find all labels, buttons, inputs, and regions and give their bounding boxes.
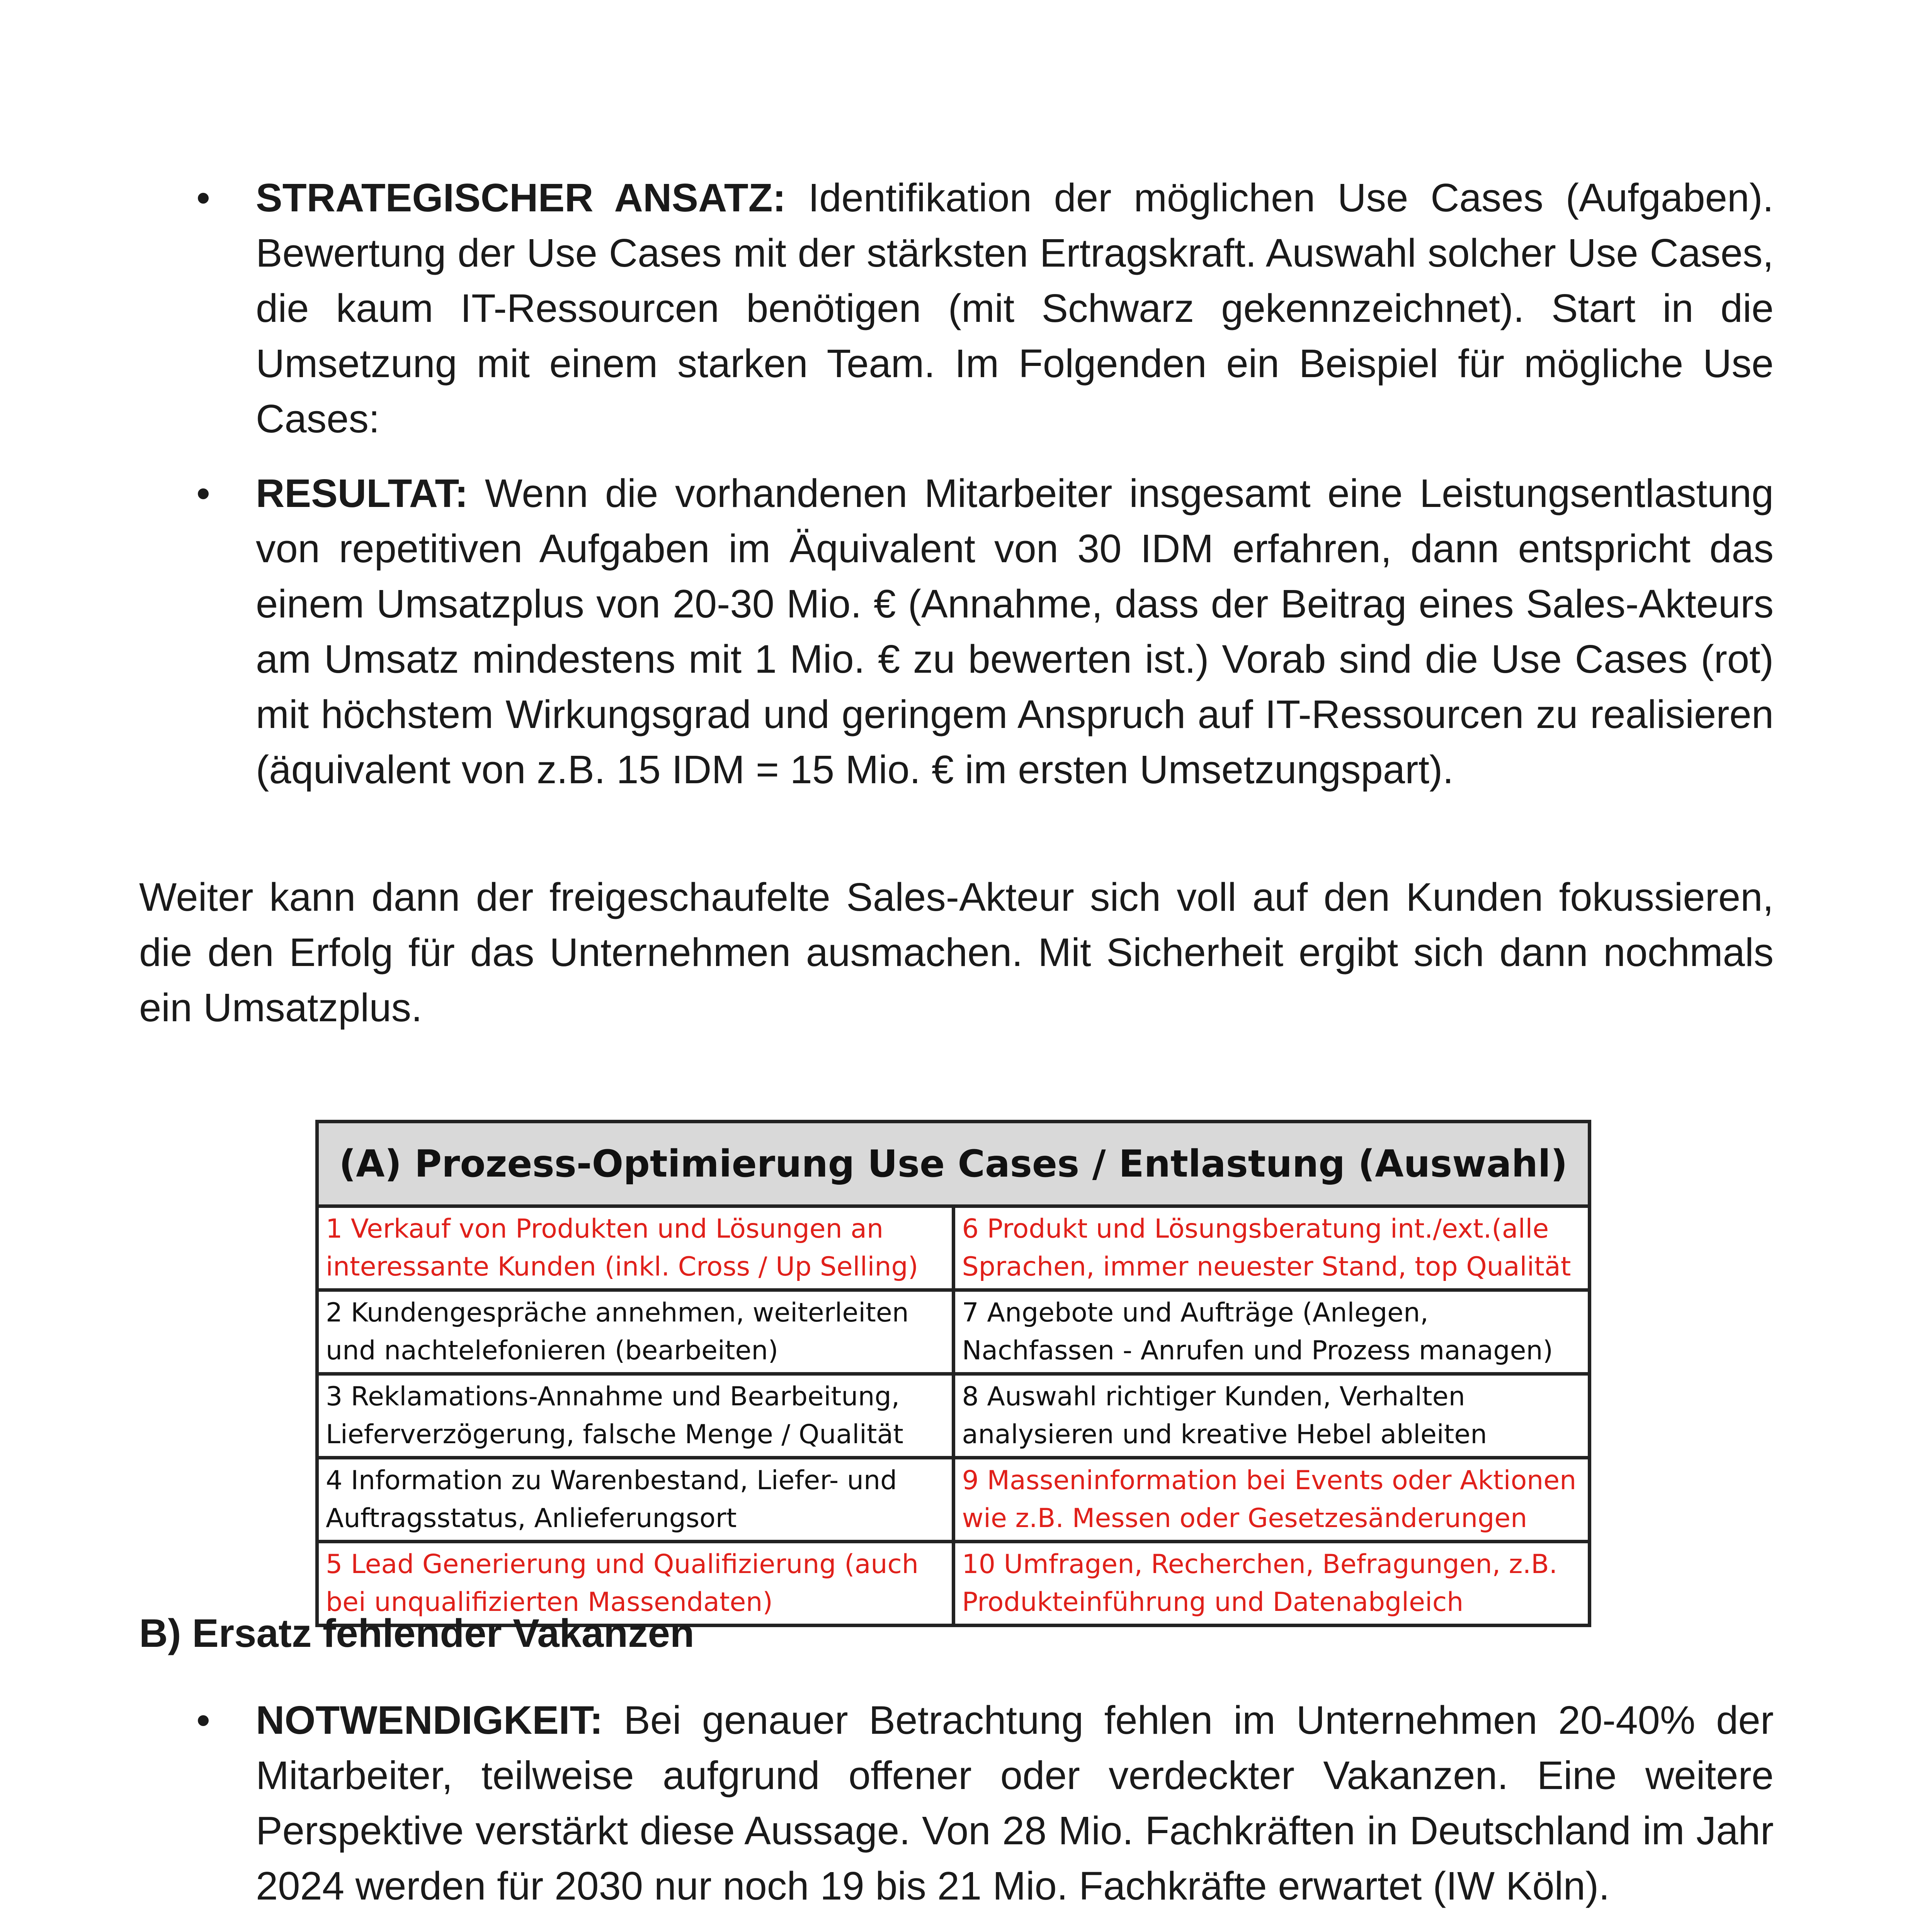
- table-row: [317, 1458, 1590, 1542]
- table-cell: 6 Produkt und Lösungsberatung int./ext.(alle Sprachen, immer neuester Stand, top Qualität: [953, 1206, 1590, 1290]
- bullet-lead: RESULTAT:: [256, 471, 468, 515]
- bullet-dot-icon: •: [196, 471, 211, 515]
- bottom-bullet-section: [139, 1692, 1774, 1932]
- bullet-necessity: [139, 1692, 1774, 1913]
- table-cell: 7 Angebote und Aufträge (Anlegen, Nachfassen - Anrufen und Prozess managen): [953, 1290, 1590, 1374]
- bullet-text: Wenn die vorhandenen Mitarbeiter insgesamt eine Leistungsentlastung von repetitiven Aufgaben im Äquivalent von 30 IDM erfahren, dann entspricht das einem Umsatzplus von 20-30 Mio. € (Annahme, dass der Beitrag eines Sales-Akteurs am Umsatz mindestens mit 1 Mio. € zu bewerten ist.) Vorab sind die Use Cases (rot) mit höchstem Wirkungsgrad und geringem Anspruch auf IT-Ressourcen zu realisieren (äquivalent von z.B. 15 IDM = 15 Mio. € im ersten Umsetzungspart).: [256, 471, 1774, 792]
- table-cell: 8 Auswahl richtiger Kunden, Verhalten analysieren und kreative Hebel ableiten: [953, 1374, 1590, 1458]
- table-title: (A) Prozess-Optimierung Use Cases / Entlastung (Auswahl): [317, 1122, 1590, 1206]
- table-cell: 4 Information zu Warenbestand, Liefer- und Auftragsstatus, Anlieferungsort: [317, 1458, 954, 1542]
- bullet-dot-icon: •: [196, 1698, 211, 1742]
- top-bullet-section: [139, 170, 1774, 816]
- bullet-text: Bei genauer Betrachtung fehlen im Unternehmen 20-40% der Mitarbeiter, teilweise aufgrund offener oder verdeckter Vakanzen. Eine weitere Perspektive verstärkt diese Aussage. Von 28 Mio. Fachkräften in Deutschland im Jahr 2024 werden für 2030 nur noch 19 bis 21 Mio. Fachkräfte erwartet (IW Köln).: [256, 1698, 1774, 1908]
- table-row: [317, 1374, 1590, 1458]
- bullet-strategic-approach: [139, 170, 1774, 446]
- table-cell: 1 Verkauf von Produkten und Lösungen an interessante Kunden (inkl. Cross / Up Selling): [317, 1206, 954, 1290]
- table-row: [317, 1290, 1590, 1374]
- bullet-lead: STRATEGISCHER ANSATZ:: [256, 175, 786, 220]
- table-row: [317, 1206, 1590, 1290]
- bullet-lead: NOTWENDIGKEIT:: [256, 1698, 603, 1742]
- section-heading: B) Ersatz fehlender Vakanzen: [139, 1611, 694, 1655]
- table-cell: 10 Umfragen, Recherchen, Befragungen, z.B. Produkteinführung und Datenabgleich: [953, 1542, 1590, 1626]
- body-paragraph-block: [139, 869, 1774, 1035]
- table-cell: 3 Reklamations-Annahme und Bearbeitung, Lieferverzögerung, falsche Menge / Qualität: [317, 1374, 954, 1458]
- bottom-bullet-list: [139, 1692, 1774, 1932]
- table-body: [317, 1206, 1590, 1626]
- table-cell: 9 Masseninformation bei Events oder Aktionen wie z.B. Messen oder Gesetzesänderungen: [953, 1458, 1590, 1542]
- bullet-dot-icon: •: [196, 175, 211, 220]
- table-cell: 5 Lead Generierung und Qualifizierung (auch bei unqualifizierten Massendaten): [317, 1542, 954, 1626]
- body-paragraph: Weiter kann dann der freigeschaufelte Sales-Akteur sich voll auf den Kunden fokussieren, die den Erfolg für das Unternehmen ausmachen. Mit Sicherheit ergibt sich dann nochmals ein Umsatzplus.: [139, 875, 1774, 1030]
- table-cell: 2 Kundengespräche annehmen, weiterleiten und nachtelefonieren (bearbeiten): [317, 1290, 954, 1374]
- use-case-table: [315, 1120, 1591, 1627]
- top-bullet-list: [139, 170, 1774, 797]
- bullet-result: [139, 466, 1774, 797]
- bullet-text: Identifikation der möglichen Use Cases (Aufgaben). Bewertung der Use Cases mit der stärksten Ertragskraft. Auswahl solcher Use Cases, die kaum IT-Ressourcen benötigen (mit Schwarz gekennzeichnet). Start in die Umsetzung mit einem starken Team. Im Folgenden ein Beispiel für mögliche Use Cases:: [256, 175, 1774, 441]
